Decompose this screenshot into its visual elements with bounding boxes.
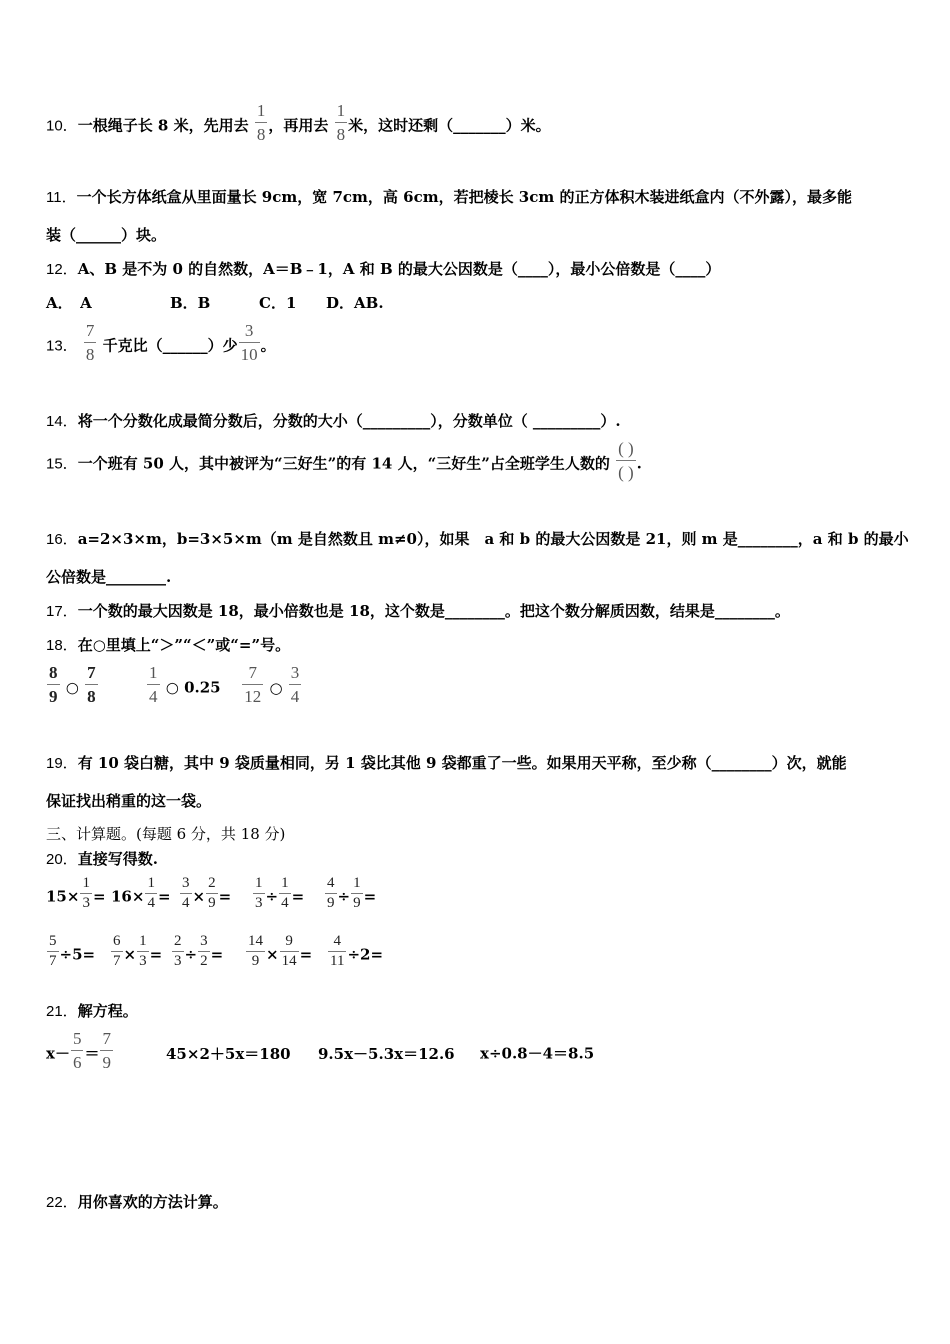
compare-item-1 (46, 663, 146, 709)
calc-item: 16× $\frac{1}{4}$ = (111, 875, 171, 911)
question-19: 19．有 10 袋白糖，其中 9 袋质量相同，另 1 袋比其他 9 袋都重了一些。如果用天平称，至少称（________）次，就能 (46, 754, 847, 772)
fraction: $\frac{1}{8}$ (336, 101, 346, 144)
compare-circle[interactable]: ○ (65, 678, 79, 697)
calc-item: $\frac{2}{3}$ ÷ $\frac{3}{2}$ = (174, 933, 224, 969)
fraction: $\frac{1}{3}$ (255, 875, 263, 911)
compare-circle[interactable]: ○ (165, 678, 179, 697)
calc-row-2 (46, 933, 387, 973)
fraction: $\frac{3}{4}$ (290, 663, 300, 706)
fraction: $\frac{5}{6}$ (72, 1029, 82, 1072)
question-11: 11．一个长方体纸盒从里面量长 9cm，宽 7cm，高 6cm，若把棱长 3cm 的正方体积木装进纸盒内（不外露），最多能 (46, 188, 852, 206)
fraction: $\frac{2}{9}$ (208, 875, 216, 911)
fraction: $\frac{14}{9}$ (248, 933, 263, 969)
question-17: 17．一个数的最大因数是 18，最小倍数也是 18，这个数是________。把这个数分解质因数，结果是________。 (46, 602, 790, 620)
equation-3: 9.5x－5.3x＝12.6 (318, 1044, 455, 1063)
fraction: $\frac{4}{11}$ (330, 933, 345, 969)
equation-2: 45×2＋5x＝180 (166, 1044, 291, 1063)
equations-row (46, 1029, 595, 1075)
calc-item: $\frac{6}{7}$ × $\frac{1}{3}$ = (113, 933, 163, 969)
fraction: $\frac{3}{10}$ (240, 321, 258, 364)
question-18: 18．在○里填上“＞”“＜”或“=”号。 (46, 636, 291, 654)
fraction: $\frac{7}{8}$ (87, 663, 96, 706)
fraction: $\frac{2}{3}$ (174, 933, 182, 969)
blank-fraction: $\frac{( )}{( )}$ (618, 439, 634, 482)
question-20: 20．直接写得数. (46, 850, 158, 868)
fraction: $\frac{7}{12}$ (244, 663, 262, 706)
question-11-line2: 装（______）块。 (46, 226, 167, 244)
option-b: B．B (170, 294, 211, 312)
calc-item: $\frac{4}{9}$ ÷ $\frac{1}{9}$ = (327, 875, 377, 911)
question-14: 14．将一个分数化成最简分数后，分数的大小（_________），分数单位（ _________）. (46, 412, 621, 430)
question-13: 13． $\frac{7}{8}$ 千克比（______）少 $\frac{3}{10}$ 。 (46, 321, 276, 364)
compare-circle[interactable]: ○ (269, 678, 283, 697)
question-15: 15．一个班有 50 人，其中被评为“三好生”的有 14 人，“三好生”占全班学生人数的 $\frac{( )}{( )}$ . (46, 439, 642, 482)
question-number: 10． (46, 117, 78, 135)
fraction: $\frac{6}{7}$ (113, 933, 121, 969)
fraction: $\frac{1}{3}$ (139, 933, 147, 969)
compare-item-3 (236, 663, 302, 706)
fraction: $\frac{5}{7}$ (49, 933, 57, 969)
calc-item: $\frac{14}{9}$ × $\frac{9}{14}$ = (248, 933, 313, 969)
fraction: $\frac{4}{9}$ (327, 875, 335, 911)
fraction: $\frac{3}{2}$ (200, 933, 208, 969)
calc-row-1 (46, 875, 384, 915)
fraction: $\frac{1}{9}$ (353, 875, 361, 911)
option-d: D．AB. (326, 294, 384, 312)
question-22: 22．用你喜欢的方法计算。 (46, 1193, 228, 1211)
fraction: $\frac{1}{4}$ (149, 663, 158, 706)
fraction: $\frac{8}{9}$ (49, 663, 58, 706)
question-16: 16．a=2×3×m，b=3×5×m（m 是自然数且 m≠0），如果 a 和 b 的最大公因数是 21，则 m 是________，a 和 b 的最小 (46, 530, 909, 548)
calc-item: $\frac{1}{3}$ ÷ $\frac{1}{4}$ = (255, 875, 305, 911)
calc-item: $\frac{4}{11}$ ÷2= (330, 933, 384, 969)
question-12-options (46, 292, 384, 313)
fraction: $\frac{1}{4}$ (147, 875, 155, 911)
question-12: 12．A、B 是不为 0 的自然数，A＝B﹣1，A 和 B 的最大公因数是（____），最小公倍数是（____） (46, 260, 721, 278)
option-c: C．1 (259, 294, 297, 312)
compare-item-2: $\frac{1}{4}$ ○ 0.25 (149, 663, 221, 706)
fraction: $\frac{3}{4}$ (182, 875, 190, 911)
question-18-items (46, 663, 302, 709)
calc-item: $\frac{5}{7}$ ÷5= (49, 933, 96, 969)
question-21: 21．解方程。 (46, 1002, 138, 1020)
fraction: $\frac{7}{9}$ (102, 1029, 111, 1072)
question-10: 10．一根绳子长 8 米，先用去 $\frac{1}{8}$ ，再用去 $\frac{1}{8}$ 米，这时还剩（_______）米。 (46, 101, 551, 144)
equation-4: x÷0.8－4＝8.5 (480, 1044, 595, 1063)
fraction: $\frac{7}{8}$ (85, 321, 95, 364)
option-a: A． A (46, 294, 92, 312)
equation-1: x－ $\frac{5}{6}$ ＝ $\frac{7}{9}$ (46, 1029, 111, 1072)
question-16-line2: 公倍数是________. (46, 568, 172, 586)
calc-item: $\frac{3}{4}$ × $\frac{2}{9}$ = (182, 875, 232, 911)
fraction: $\frac{1}{3}$ (82, 875, 90, 911)
calc-item: 15× $\frac{1}{3}$ = (46, 875, 106, 911)
section-heading: 三、计算题。(每题 6 分，共 18 分) (46, 825, 286, 843)
fraction: $\frac{1}{8}$ (256, 101, 266, 144)
question-19-line2: 保证找出稍重的这一袋。 (46, 792, 212, 810)
fraction: $\frac{9}{14}$ (281, 933, 297, 969)
fraction: $\frac{1}{4}$ (281, 875, 289, 911)
